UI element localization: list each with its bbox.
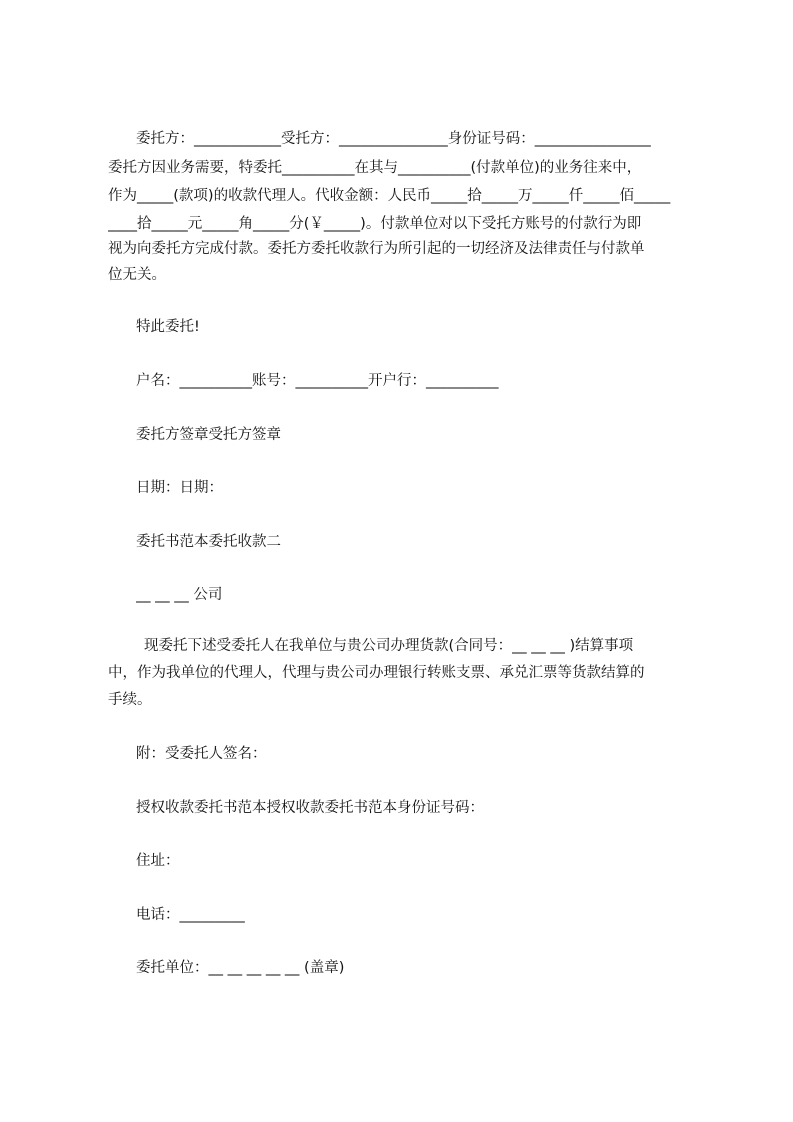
entrusting-unit-line: 委托单位：__ __ __ __ __ (盖章) bbox=[136, 960, 345, 976]
entrust-parties-line: 委托方：____________受托方：_______________身份证号码：________________ bbox=[136, 131, 651, 147]
id-number-line: 授权收款委托书范本授权收款委托书范本身份证号码： bbox=[136, 800, 484, 816]
signature-line: 委托方签章受托方签章 bbox=[136, 427, 281, 443]
company-line: __ __ __ 公司 bbox=[136, 587, 223, 603]
entrust-settlement-line-2: 中，作为我单位的代理人，代理与贵公司办理银行转账支票、承兑汇票等货款结算的 bbox=[108, 665, 645, 681]
entrust-settlement-line-end: 手续。 bbox=[108, 692, 152, 708]
phone-line: 电话：_________ bbox=[136, 907, 245, 923]
entrust-liability-line: 视为向委托方完成付款。委托方委托收款行为所引起的一切经济及法律责任与付款单 bbox=[108, 241, 645, 257]
attachment-line: 附：受委托人签名： bbox=[136, 746, 267, 762]
entrust-settlement-line: 现委托下述受委托人在我单位与贵公司办理货款(合同号：__ __ __ )结算事项 bbox=[144, 638, 634, 654]
special-entrust-text: 特此委托! bbox=[136, 319, 200, 335]
account-info-line: 户名：__________账号：__________开户行：__________ bbox=[136, 373, 499, 389]
entrust-reason-line: 委托方因业务需要，特委托__________在其与__________(付款单位)的业务往来中， bbox=[108, 160, 642, 176]
address-line: 住址： bbox=[136, 853, 180, 869]
entrust-amount-line-2: ____拾_____元_____角_____分(￥_____)。付款单位对以下受托方账号的付款行为即 bbox=[108, 216, 642, 232]
date-line: 日期：日期： bbox=[136, 480, 223, 496]
sample-two-title: 委托书范本委托收款二 bbox=[136, 534, 281, 550]
entrust-liability-line-end: 位无关。 bbox=[108, 267, 166, 283]
entrust-amount-line: 作为_____(款项)的收款代理人。代收金额：人民币_____拾_____万_____仟_____佰_____ bbox=[108, 188, 671, 204]
